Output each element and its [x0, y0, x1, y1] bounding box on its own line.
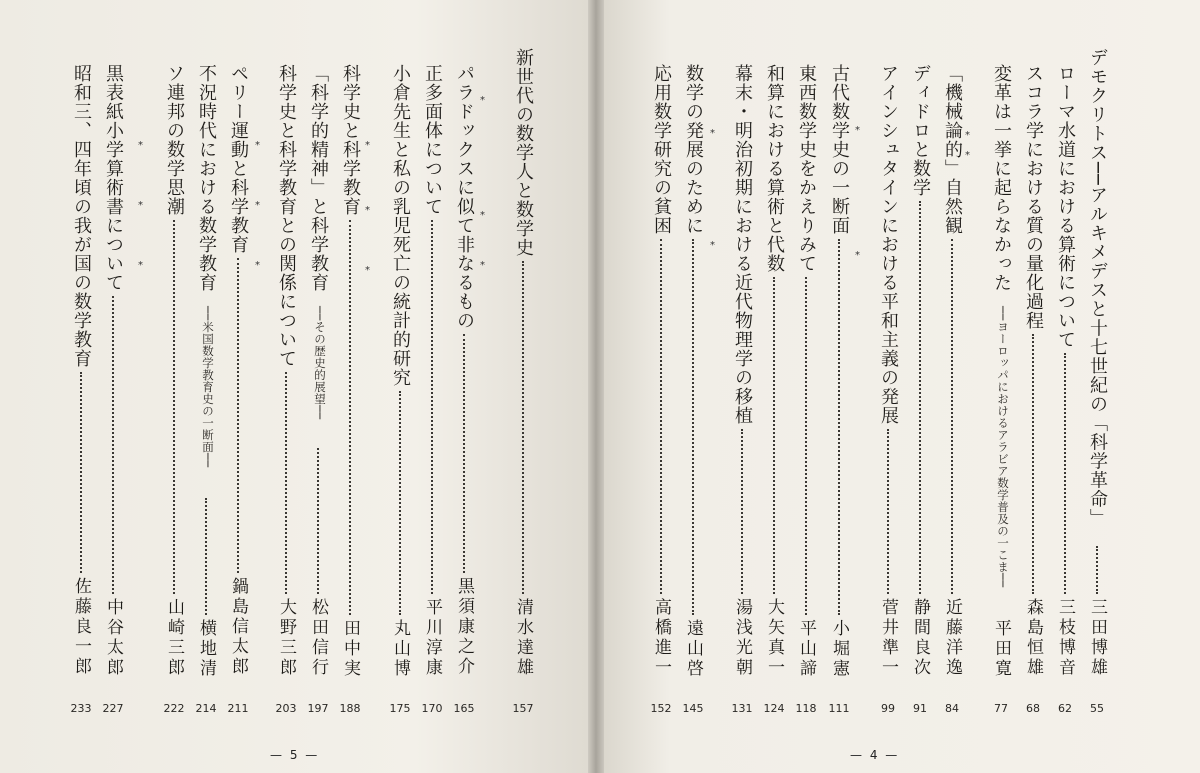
- entry-author: 高橋進一: [651, 598, 671, 678]
- leader-dots: [692, 239, 694, 615]
- entry-author: 清水達雄: [513, 598, 533, 678]
- entry-title: 科学史と科学教育: [340, 64, 361, 216]
- separator-asterisk: *: [365, 140, 370, 151]
- book-gutter: [588, 0, 604, 773]
- entry-title: パラドックスに似て非なるもの: [454, 64, 475, 330]
- leader-dots: [773, 277, 775, 594]
- page-number: 118: [795, 702, 817, 715]
- toc-entry[interactable]: [417, 0, 447, 773]
- entry-author: 平川淳康: [422, 598, 442, 678]
- entry-title: 東西数学史をかえりみて: [796, 64, 817, 273]
- leader-dots: [112, 296, 114, 594]
- toc-entry[interactable]: [271, 0, 301, 773]
- leader-dots: [237, 258, 239, 573]
- toc-entry[interactable]: [759, 0, 789, 773]
- toc-entry[interactable]: [303, 0, 333, 773]
- section-separator: [470, 0, 500, 773]
- page-number: 84: [945, 702, 959, 715]
- page-number: 222: [163, 702, 185, 715]
- separator-asterisk: *: [255, 200, 260, 211]
- entry-author: 大矢真一: [764, 598, 784, 678]
- toc-entry[interactable]: [727, 0, 757, 773]
- toc-entry[interactable]: [508, 0, 538, 773]
- separator-asterisk: *: [855, 250, 860, 261]
- section-separator: [128, 0, 158, 773]
- entry-title: 応用数学研究の貧困: [651, 64, 672, 235]
- toc-entry[interactable]: [905, 0, 935, 773]
- page-number: 165: [453, 702, 475, 715]
- leader-dots: [805, 277, 807, 615]
- entry-title: 黒表紙小学算術書について: [103, 64, 124, 292]
- toc-entry[interactable]: [98, 0, 128, 773]
- entry-author: 静間良次: [910, 598, 930, 678]
- page-number: 145: [682, 702, 704, 715]
- entry-author: 田中実: [340, 619, 360, 679]
- leader-dots: [1032, 334, 1034, 594]
- entry-title: 科学史と科学教育との関係について: [276, 64, 297, 368]
- toc-entry[interactable]: [1018, 0, 1048, 773]
- toc-entry[interactable]: [986, 0, 1016, 773]
- page-number: 62: [1058, 702, 1072, 715]
- toc-entry[interactable]: [385, 0, 415, 773]
- leader-dots: [838, 239, 840, 615]
- page-number: 188: [339, 702, 361, 715]
- toc-entry[interactable]: [66, 0, 96, 773]
- leader-dots: [463, 334, 465, 573]
- leader-dots: [951, 239, 953, 594]
- entry-author: 小堀憲: [829, 619, 849, 679]
- toc-entry[interactable]: [646, 0, 676, 773]
- leader-dots: [919, 201, 921, 594]
- page-number: 68: [1026, 702, 1040, 715]
- page-number: 157: [512, 702, 534, 715]
- section-separator: [955, 0, 985, 773]
- entry-title: 小倉先生と私の乳児死亡の統計的研究: [390, 64, 411, 387]
- entry-title: 「機械論的」自然観: [942, 64, 963, 235]
- page-number: 211: [227, 702, 249, 715]
- page-number: 131: [731, 702, 753, 715]
- toc-entry[interactable]: [791, 0, 821, 773]
- right-folio: — 4 —: [850, 748, 900, 762]
- leader-dots: [317, 448, 319, 595]
- entry-author: 三田博雄: [1087, 598, 1107, 678]
- separator-asterisk: *: [255, 260, 260, 271]
- page-number: 91: [913, 702, 927, 715]
- entry-author: 平山諦: [796, 619, 816, 679]
- toc-entry[interactable]: [873, 0, 903, 773]
- page-number: 55: [1090, 702, 1104, 715]
- separator-asterisk: *: [965, 130, 970, 141]
- entry-subtitle: ──その歴史的展望──: [313, 306, 327, 420]
- leader-dots: [205, 498, 207, 616]
- entry-author: 三枝博音: [1055, 598, 1075, 678]
- leader-dots: [285, 372, 287, 594]
- page-number: 197: [307, 702, 329, 715]
- page-number: 214: [195, 702, 217, 715]
- page-number: 203: [275, 702, 297, 715]
- separator-asterisk: *: [365, 205, 370, 216]
- page-number: 111: [828, 702, 850, 715]
- leader-dots: [741, 429, 743, 594]
- entry-title: 新世代の数学人と数学史: [513, 48, 534, 257]
- entry-author: 山崎三郎: [164, 598, 184, 678]
- toc-entry[interactable]: [1050, 0, 1080, 773]
- left-folio: — 5 —: [270, 748, 320, 762]
- entry-title: 和算における算術と代数: [764, 64, 785, 273]
- entry-author: 黒須康之介: [454, 577, 474, 677]
- entry-author: 鍋島信太郎: [228, 577, 248, 677]
- leader-dots: [431, 220, 433, 594]
- page-number: 233: [70, 702, 92, 715]
- entry-title: 幕末・明治初期における近代物理学の移植: [732, 64, 753, 425]
- leader-dots: [173, 220, 175, 594]
- separator-asterisk: *: [255, 140, 260, 151]
- separator-asterisk: *: [965, 150, 970, 161]
- leader-dots: [1064, 353, 1066, 594]
- separator-asterisk: *: [710, 128, 715, 139]
- leader-dots: [80, 372, 82, 573]
- entry-author: 丸山博: [390, 619, 410, 679]
- separator-asterisk: *: [365, 265, 370, 276]
- page-number: 170: [421, 702, 443, 715]
- leader-dots: [522, 261, 524, 594]
- entry-title: 正多面体について: [422, 64, 443, 216]
- page-number: 77: [994, 702, 1008, 715]
- entry-title: 変革は一挙に起らなかった: [991, 64, 1012, 292]
- page-number: 99: [881, 702, 895, 715]
- entry-title: ディドロと数学: [910, 64, 931, 197]
- toc-entry[interactable]: [159, 0, 189, 773]
- separator-asterisk: *: [480, 260, 485, 271]
- toc-entry[interactable]: [191, 0, 221, 773]
- page-number: 152: [650, 702, 672, 715]
- entry-author: 大野三郎: [276, 598, 296, 678]
- leader-dots: [660, 239, 662, 594]
- entry-author: 横地清: [196, 619, 216, 679]
- entry-author: 湯浅光朝: [732, 598, 752, 678]
- entry-author: 中谷太郎: [103, 598, 123, 678]
- separator-asterisk: *: [855, 125, 860, 136]
- entry-author: 近藤洋逸: [942, 598, 962, 678]
- section-separator: [355, 0, 385, 773]
- entry-title: ソ連邦の数学思潮: [164, 64, 185, 216]
- section-separator: [845, 0, 875, 773]
- page-number: 175: [389, 702, 411, 715]
- entry-author: 佐藤良一郎: [71, 577, 91, 677]
- entry-author: 遠山啓: [683, 619, 703, 679]
- page-number: 124: [763, 702, 785, 715]
- entry-author: 松田信行: [308, 598, 328, 678]
- entry-title: スコラ学における質の量化過程: [1023, 64, 1044, 330]
- entry-subtitle: ──米国数学教育史の一断面──: [201, 306, 215, 468]
- page-number: 227: [102, 702, 124, 715]
- entry-title: 古代数学史の一断面: [829, 64, 850, 235]
- entry-title: ペリー運動と科学教育: [228, 64, 249, 254]
- separator-asterisk: *: [138, 200, 143, 211]
- entry-title: ローマ水道における算術について: [1055, 64, 1076, 349]
- entry-author: 森島恒雄: [1023, 598, 1043, 678]
- section-separator: [700, 0, 730, 773]
- entry-title: 不況時代における数学教育: [196, 64, 217, 292]
- separator-asterisk: *: [138, 260, 143, 271]
- entry-title: 数学の発展のために: [683, 64, 704, 235]
- toc-entry[interactable]: [1082, 0, 1112, 773]
- leader-dots: [349, 220, 351, 615]
- entry-title: 昭和三、四年頃の我が国の数学教育: [71, 64, 92, 368]
- entry-title: アインシュタインにおける平和主義の発展: [878, 64, 899, 425]
- section-separator: [245, 0, 275, 773]
- separator-asterisk: *: [138, 140, 143, 151]
- separator-asterisk: *: [480, 210, 485, 221]
- separator-asterisk: *: [480, 95, 485, 106]
- entry-title: 「科学的精神」と科学教育: [308, 64, 329, 292]
- entry-author: 菅井準一: [878, 598, 898, 678]
- leader-dots: [1096, 546, 1098, 594]
- entry-subtitle: ──ヨーロッパにおけるアラビア数学普及の一こま──: [996, 306, 1010, 588]
- entry-author: 平田寛: [991, 619, 1011, 679]
- leader-dots: [887, 429, 889, 594]
- entry-title: デモクリトス──アルキメデスと十七世紀の「科学革命」: [1087, 48, 1108, 528]
- leader-dots: [399, 391, 401, 615]
- separator-asterisk: *: [710, 240, 715, 251]
